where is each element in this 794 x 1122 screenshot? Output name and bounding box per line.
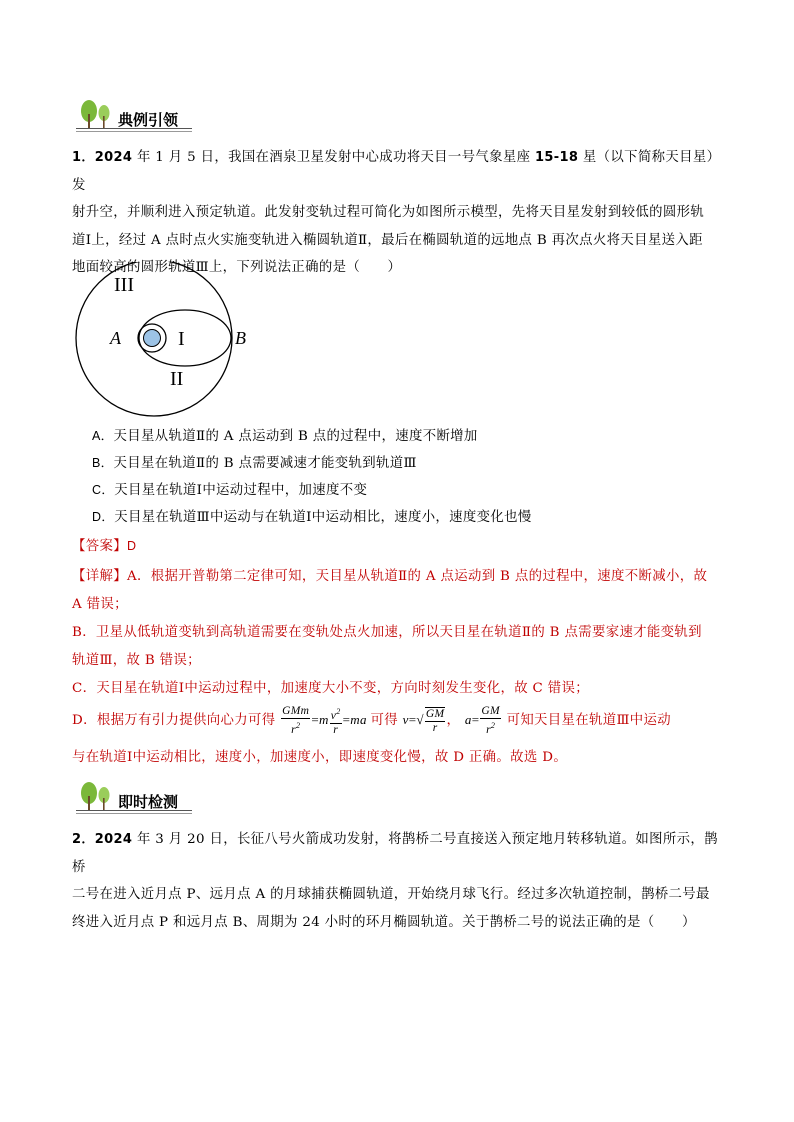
detail-b-line-1: B．卫星从低轨道变轨到高轨道需要在变轨处点火加速，所以天目星在轨道Ⅱ的 B 点需要家速才能变轨到	[72, 625, 702, 640]
detail-b-line-2: 轨道Ⅲ，故 B 错误；	[72, 653, 201, 668]
option-a[interactable]: A．天目星从轨道Ⅱ的 A 点运动到 B 点的过程中，速度不断增加	[92, 429, 478, 444]
formula-gravity: $\frac{\text{GMm}}{r^2}$ =m $\frac{v^2}{r}$ =ma	[282, 705, 367, 736]
detail-c: C．天目星在轨道Ⅰ中运动过程中，加速度大小不变，方向时刻发生变化，故 C 错误；	[72, 681, 589, 696]
detail-a-line-1: 【详解】A．根据开普勒第二定律可知，天目星从轨道Ⅱ的 A 点运动到 B 点的过程中，速度不断减小，故	[72, 569, 708, 584]
formula-acceleration: a= $\frac{GM}{r^2}$	[464, 705, 500, 736]
q2-line-2: 二号在进入近月点 P、远月点 A 的月球捕获椭圆轨道，开始绕月球飞行。经过多次轨道控制，鹊桥二号最	[72, 887, 710, 902]
q1-line-3: 道Ⅰ上，经过 A 点时点火实施变轨进入椭圆轨道Ⅱ，最后在椭圆轨道的远地点 B 再次点火将天目星送入距	[72, 232, 703, 248]
label-A: A	[110, 328, 121, 348]
section-title: 即时检测	[118, 793, 179, 811]
earth-icon	[144, 330, 161, 347]
orbit-diagram	[68, 262, 258, 422]
q2-line-1: 2．2024 年 3 月 20 日，长征八号火箭成功发射，将鹊桥二号直接送入预定地月转移轨道。如图所示，鹊桥	[72, 832, 718, 875]
detail-block	[72, 563, 722, 703]
q2-line-3: 终进入近月点 P 和远月点 B、周期为 24 小时的环月椭圆轨道。关于鹊桥二号的说法正确的是（ ）	[72, 914, 696, 930]
answer-label: 【答案】	[72, 539, 127, 554]
q1-line-2: 射升空，并顺利进入预定轨道。此发射变轨过程可简化为如图所示模型，先将天目星发射到较低的圆形轨	[72, 205, 705, 220]
tree-icon	[76, 100, 116, 130]
detail-d-line-1: D．根据万有引力提供向心力可得 $\frac{\text{GMm}}{r^2}$ =m $\frac{v^2}{r}$ =ma 可得 v=√ $\frac{GM}{r}$ ， a= $\frac{GM}{r^2}$ 可知天目星在轨道Ⅲ中运动	[72, 705, 671, 736]
label-II: II	[170, 368, 184, 390]
answer-value: D	[126, 539, 137, 553]
q1-line-4: 地面较高的圆形轨道Ⅲ上，下列说法正确的是（ ）	[72, 260, 402, 275]
answer-line	[72, 536, 722, 557]
tree-icon	[76, 782, 116, 812]
question-1-stem	[72, 144, 722, 282]
question-2-stem	[72, 826, 722, 936]
detail-a-line-2: A 错误；	[72, 597, 128, 612]
section-underline-thin	[76, 813, 192, 814]
option-b[interactable]: B．天目星在轨道Ⅱ的 B 点需要减速才能变轨到轨道Ⅲ	[92, 456, 417, 471]
section-underline	[76, 128, 192, 129]
detail-d-line-2: 与在轨道Ⅰ中运动相比，速度小，加速度小，即速度变化慢，故 D 正确。故选 D。	[72, 750, 568, 765]
option-c[interactable]: C．天目星在轨道Ⅰ中运动过程中，加速度不变	[92, 483, 368, 498]
section-underline	[76, 810, 192, 811]
label-B: B	[235, 328, 246, 348]
formula-velocity: v=√ $\frac{GM}{r}$	[402, 708, 445, 735]
label-I: I	[178, 328, 185, 350]
option-d[interactable]: D．天目星在轨道Ⅲ中运动与在轨道Ⅰ中运动相比，速度小，速度变化也慢	[92, 510, 532, 525]
section-title: 典例引领	[118, 111, 179, 129]
label-III: III	[114, 274, 134, 296]
section-underline-thin	[76, 131, 192, 132]
q1-line-1: 1．2024 年 1 月 5 日，我国在酒泉卫星发射中心成功将天目一号气象星座 15-18 星（以下简称天目星）发	[72, 150, 721, 193]
